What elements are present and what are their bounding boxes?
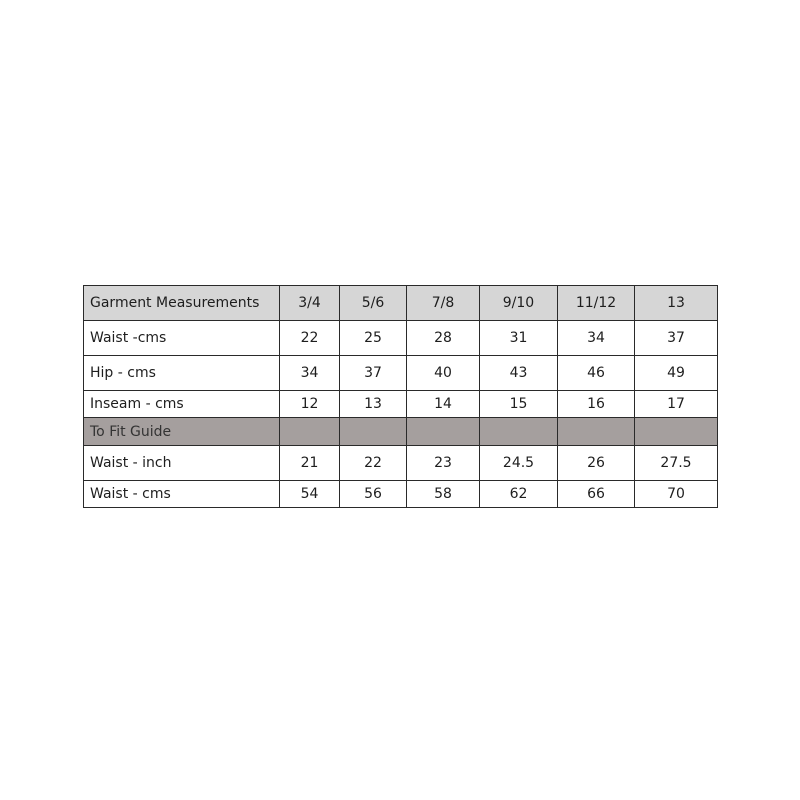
row-label: Waist - inch bbox=[84, 446, 280, 481]
table-cell: 22 bbox=[340, 446, 407, 481]
table-cell: 58 bbox=[407, 481, 480, 508]
row-label: Hip - cms bbox=[84, 356, 280, 391]
row-label: Waist -cms bbox=[84, 321, 280, 356]
table-cell: 37 bbox=[635, 321, 718, 356]
table-row bbox=[84, 321, 718, 356]
section-cell bbox=[635, 418, 718, 446]
table-cell: 23 bbox=[407, 446, 480, 481]
table-cell: 46 bbox=[558, 356, 635, 391]
table-cell: 34 bbox=[558, 321, 635, 356]
table-cell: 27.5 bbox=[635, 446, 718, 481]
table-cell: 34 bbox=[280, 356, 340, 391]
size-header: 5/6 bbox=[340, 286, 407, 321]
row-label: Inseam - cms bbox=[84, 391, 280, 418]
section-cell bbox=[558, 418, 635, 446]
table-row bbox=[84, 391, 718, 418]
section-cell bbox=[480, 418, 558, 446]
size-header: 9/10 bbox=[480, 286, 558, 321]
table-cell: 31 bbox=[480, 321, 558, 356]
table-cell: 25 bbox=[340, 321, 407, 356]
table-cell: 28 bbox=[407, 321, 480, 356]
table-cell: 40 bbox=[407, 356, 480, 391]
size-header: 13 bbox=[635, 286, 718, 321]
table-cell: 37 bbox=[340, 356, 407, 391]
table-cell: 49 bbox=[635, 356, 718, 391]
table-row bbox=[84, 446, 718, 481]
table-cell: 54 bbox=[280, 481, 340, 508]
table-cell: 21 bbox=[280, 446, 340, 481]
size-header: 11/12 bbox=[558, 286, 635, 321]
table-cell: 24.5 bbox=[480, 446, 558, 481]
section-row-to-fit-guide bbox=[84, 418, 718, 446]
size-header: 7/8 bbox=[407, 286, 480, 321]
table-cell: 66 bbox=[558, 481, 635, 508]
section-cell bbox=[340, 418, 407, 446]
header-label: Garment Measurements bbox=[84, 286, 280, 321]
table-cell: 56 bbox=[340, 481, 407, 508]
table-cell: 16 bbox=[558, 391, 635, 418]
table-cell: 17 bbox=[635, 391, 718, 418]
table-header-row bbox=[84, 286, 718, 321]
table-cell: 14 bbox=[407, 391, 480, 418]
table-cell: 12 bbox=[280, 391, 340, 418]
table-cell: 62 bbox=[480, 481, 558, 508]
table-cell: 15 bbox=[480, 391, 558, 418]
section-cell bbox=[280, 418, 340, 446]
table-cell: 22 bbox=[280, 321, 340, 356]
section-cell bbox=[407, 418, 480, 446]
table-cell: 43 bbox=[480, 356, 558, 391]
table-cell: 70 bbox=[635, 481, 718, 508]
row-label: Waist - cms bbox=[84, 481, 280, 508]
table-row bbox=[84, 481, 718, 508]
table-cell: 26 bbox=[558, 446, 635, 481]
size-chart-table bbox=[83, 285, 718, 508]
size-header: 3/4 bbox=[280, 286, 340, 321]
table-cell: 13 bbox=[340, 391, 407, 418]
section-label: To Fit Guide bbox=[84, 418, 280, 446]
table-row bbox=[84, 356, 718, 391]
